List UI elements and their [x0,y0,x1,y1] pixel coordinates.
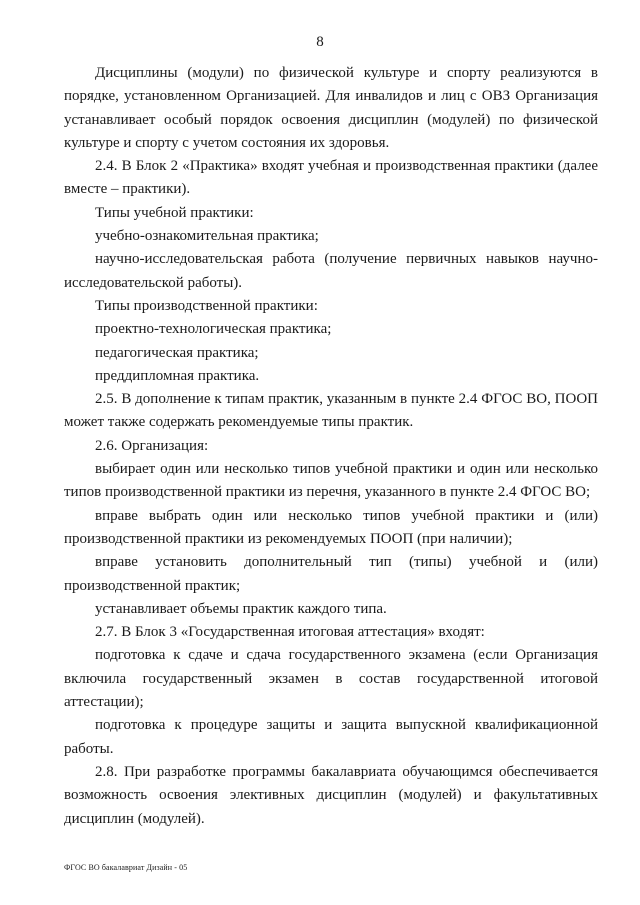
list-item-state-exam: подготовка к сдаче и сдача государственного экзамена (если Организация включила государственный экзамен в состав государственной итоговой аттестации); [64,647,598,711]
list-item-design-tech-practice: проектно-технологическая практика; [95,321,332,338]
list-item-prediploma-practice: преддипломная практика. [95,367,260,384]
page-number: 8 [316,34,324,50]
list-item-sets-volumes: устанавливает объемы практик каждого типа. [95,600,387,617]
list-item-pedagogical-practice: педагогическая практика; [95,344,259,361]
paragraph-pe-disciplines: Дисциплины (модули) по физической культуре и спорту реализуются в порядке, установленном Организацией. Для инвалидов и лиц с ОВЗ Организация устанавливает особый порядок освоения дисциплин (модулей) по физической культуре и спорту с учетом состояния их здоровья. [64,65,598,151]
paragraph-2-5: 2.5. В дополнение к типам практик, указанным в пункте 2.4 ФГОС ВО, ПООП может также содержать рекомендуемые типы практик. [64,391,598,431]
list-item-may-set-additional: вправе установить дополнительный тип (типы) учебной и (или) производственной практик; [64,554,598,594]
paragraph-edu-practice-types: Типы учебной практики: [95,204,254,221]
list-item-research-work: научно-исследовательская работа (получение первичных навыков научно-исследовательской работы). [64,251,598,291]
paragraph-2-6: 2.6. Организация: [95,437,209,454]
page-footer: ФГОС ВО бакалавриат Дизайн - 05 [64,863,188,872]
paragraph-2-7: 2.7. В Блок 3 «Государственная итоговая аттестация» входят: [95,624,485,641]
list-item-may-choose: вправе выбрать один или несколько типов учебной практики и (или) производственной практики из рекомендуемых ПООП (при наличии); [64,507,598,547]
paragraph-2-4: 2.4. В Блок 2 «Практика» входят учебная и производственная практики (далее вместе – практики). [64,158,598,198]
list-item-selects-types: выбирает один или несколько типов учебной практики и один или несколько типов производственной практики из перечня, указанного в пункте 2.4 ФГОС ВО; [64,461,598,501]
paragraph-prod-practice-types: Типы производственной практики: [95,297,318,314]
list-item-intro-practice: учебно-ознакомительная практика; [95,228,319,245]
paragraph-2-8: 2.8. При разработке программы бакалавриата обучающимся обеспечивается возможность освоения элективных дисциплин (модулей) и факультативных дисциплин (модулей). [64,763,598,827]
document-body [64,62,598,831]
list-item-thesis-defense: подготовка к процедуре защиты и защита выпускной квалификационной работы. [64,717,598,757]
